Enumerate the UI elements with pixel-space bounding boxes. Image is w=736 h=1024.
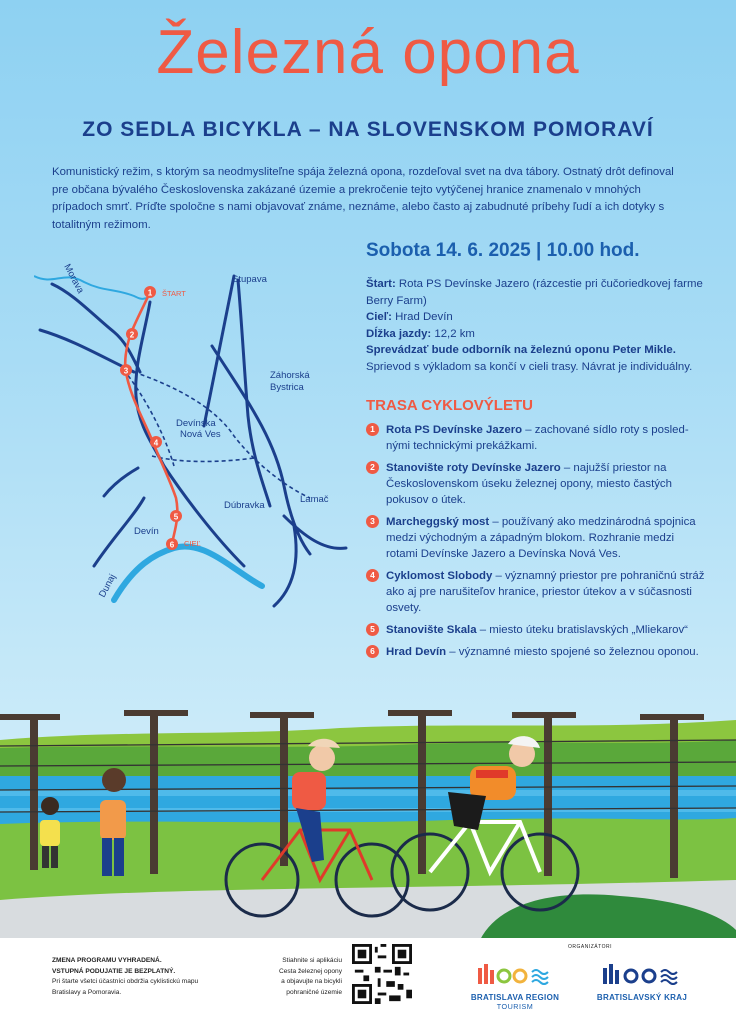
label-bystrica: Bystrica — [270, 382, 304, 393]
label-stupava: Stupava — [232, 274, 267, 285]
route-stop: 4 Cyklomost Slobody – významný priestor pre pohraničnú stráž ako aj pre narušiteľov hranice, priestor útekov a v súčasnosti osvety. — [366, 568, 706, 616]
route-stop: 6 Hrad Devín – významné miesto spojené so železnou oponou. — [366, 644, 706, 660]
route-map — [34, 236, 364, 636]
length-row: Dĺžka jazdy: 12,2 km — [366, 327, 475, 340]
label-start: ŠTART — [162, 289, 186, 298]
event-date: Sobota 14. 6. 2025 | 10.00 hod. — [366, 240, 640, 261]
start-row: Štart: Rota PS Devínske Jazero (rázcestie pri čučoriedkovej farme Berry Farm) — [366, 278, 703, 307]
footer — [0, 938, 736, 1024]
label-devin: Devín — [134, 526, 159, 537]
route-stop: 2 Stanovište roty Devínske Jazero – najužší priestor na Československom úseku železnej opony, miesto častých pokusov o útek. — [366, 460, 706, 508]
svg-text:3: 3 — [123, 366, 129, 376]
note-row: Sprievod s výkladom sa končí v cieli trasy. Návrat je individuálny. — [366, 360, 693, 373]
brt-logo-mark — [476, 962, 554, 988]
qr-code[interactable] — [352, 944, 412, 1004]
cyclists-illustration — [0, 700, 736, 940]
label-nova-ves: Nová Ves — [180, 429, 221, 440]
svg-text:5: 5 — [173, 512, 179, 522]
page-title: Železná opona — [156, 18, 580, 87]
page-subtitle: ZO SEDLA BICYKLA – NA SLOVENSKOM POMORAVÍ — [82, 118, 654, 141]
intro-text: Komunistický režim, s ktorým sa neodmysliteľne spája železná opona, rozdeľoval svet na dva tábory. Ostnatý drôt definoval pre občana bývalého Československa zakázané územie a prekročenie tejto vytýčenej hranice znamenalo v mnohých prípadoch smrť. Príďte spoločne s nami objavovať známe, neznáme, alebo často aj zabudnuté príbehy ľudí a ich dotyky s totalitným režimom. — [52, 166, 674, 231]
svg-text:2: 2 — [129, 330, 135, 340]
dunaj-river — [114, 546, 262, 600]
label-ciel: CIEĽ — [184, 539, 201, 548]
finish-row: Cieľ: Hrad Devín — [366, 311, 453, 323]
label-dunaj: Dunaj — [96, 572, 119, 600]
svg-text:6: 6 — [169, 540, 175, 550]
label-lamac: Lamač — [300, 494, 329, 505]
guide-row: Sprevádzať bude odborník na železnú oponu Peter Mikle. — [366, 344, 676, 356]
svg-text:1: 1 — [147, 288, 153, 298]
organizers-label: ORGANIZÁTORI — [568, 944, 612, 950]
route-stop: 1 Rota PS Devínske Jazero – zachované sídlo roty s poslednými technickými prekážkami. — [366, 422, 706, 454]
event-info — [366, 240, 706, 666]
route-title: TRASA CYKLOVÝLETU — [366, 397, 533, 414]
footer-notes: ZMENA PROGRAMU VYHRADENÁ. VSTUPNÁ PODUJATIE JE BEZPLATNÝ. Pri štarte všetci účastníci obdržia cyklistickú mapu Bratislavy a Pomoravia. — [52, 957, 199, 996]
route-stop: 5 Stanovište Skala – miesto úteku bratislavských „Mliekarov“ — [366, 622, 706, 638]
label-morava: Morava — [61, 262, 86, 296]
route-stops — [366, 422, 706, 660]
label-zahorska: Záhorská — [270, 370, 310, 381]
route-stop: 3 Marcheggský most – používaný ako medzinárodná spojnica medzi východným a západným blokom. Rozhranie medzi rotami Devínske Jazero a Devínska Nová Ves. — [366, 514, 706, 562]
bk-logo-mark — [599, 962, 685, 988]
bratislavsky-kraj-logo: BRATISLAVSKÝ KRAJ — [594, 962, 690, 1002]
app-promo: Stiahnite si aplikáciu Cesta železnej opony a objavujte na bicykli pohraničné územie — [278, 957, 342, 996]
morava-river — [34, 276, 146, 299]
svg-text:4: 4 — [153, 438, 159, 448]
bratislava-region-tourism-logo: BRATISLAVA REGION TOURISM — [470, 962, 560, 1011]
label-dubravka: Dúbravka — [224, 500, 265, 511]
label-devinska: Devínska — [176, 418, 216, 429]
